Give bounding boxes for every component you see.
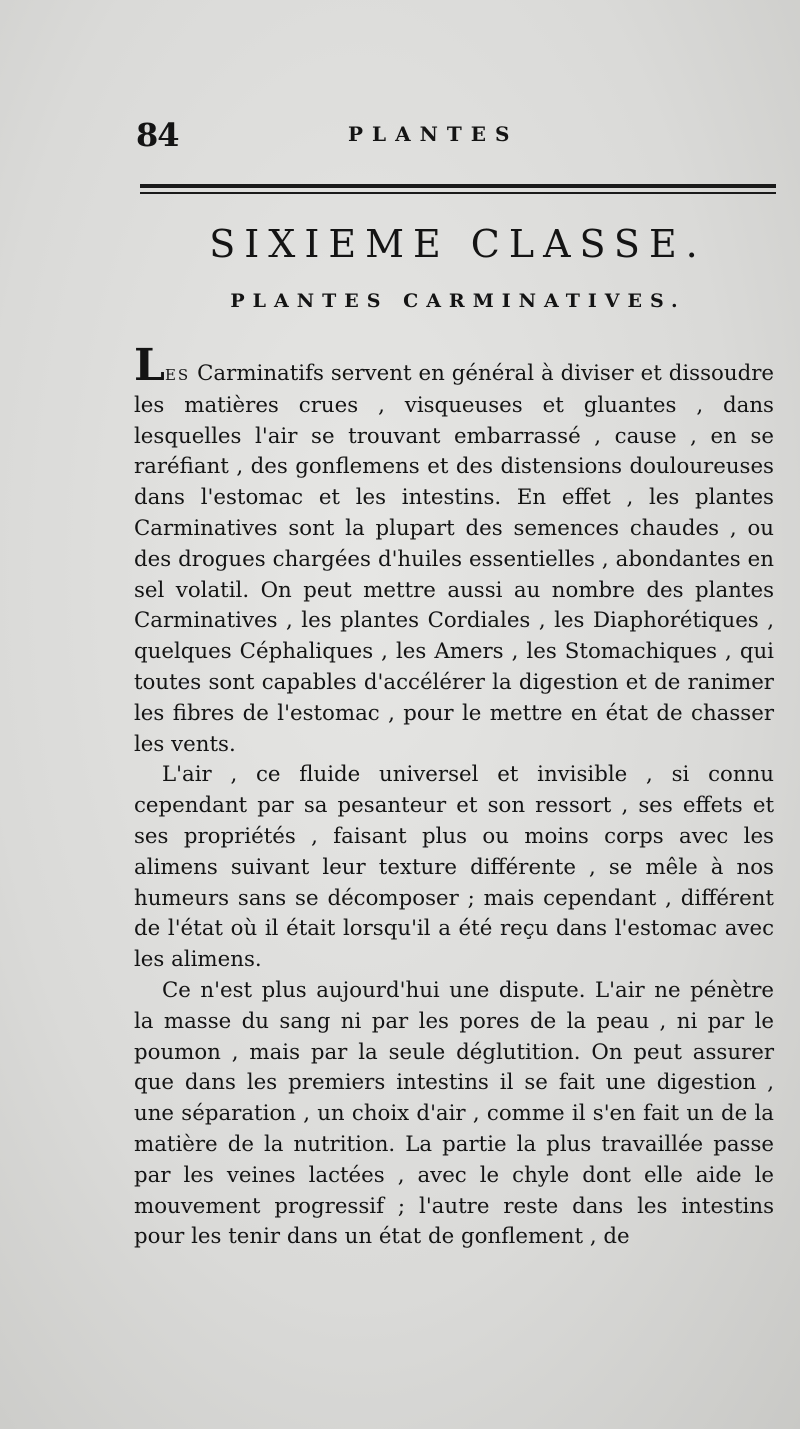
paragraph-1-text: Carminatifs servent en général à diviser et dissoudre les matières crues , visqueuses et gluantes , dans lesquelles l'air se trouvant embarrassé , cause , en se raréfiant , des gonflemens et des distensions douloureuses dans l'estomac et les intestins. En effet , les plantes Carminatives sont la plupart des semences chaudes , ou des drogues chargées d'huiles essentielles , abondantes en sel volatil. On peut mettre aussi au nombre des plantes Carminatives , les plantes Cordiales , les Diaphorétiques , quelques Céphaliques , les Amers , les Stomachiques , qui toutes sont capables d'accélérer la digestion et de ranimer les fibres de l'estomac , pour le mettre en état de chasser les vents.: [134, 361, 774, 757]
running-title: PLANTES: [348, 122, 519, 146]
paragraph-1: [134, 340, 774, 760]
drop-cap: L: [134, 340, 165, 391]
body-text: [134, 340, 774, 1253]
paragraph-3: Ce n'est plus aujourd'hui une dispute. L'air ne pénètre la masse du sang ni par les pores de la peau , ni par le poumon , mais par la seule déglutition. On peut assurer que dans les premiers intestins il se fait une digestion , une séparation , un choix d'air , comme il s'en fait un de la matière de la nutrition. La partie la plus travaillée passe par les veines lactées , avec le chyle dont elle aide le mouvement progressif ; l'autre reste dans les intestins pour les tenir dans un état de gonflement , de: [134, 977, 774, 1250]
small-caps-lead: ES: [164, 366, 191, 384]
header-rule-thick: [140, 184, 776, 188]
section-subtitle: PLANTES CARMINATIVES.: [230, 290, 686, 312]
header-rule-thin: [140, 192, 776, 194]
paragraph-2: L'air , ce fluide universel et invisible , si connu cependant par sa pesanteur et son ressort , ses effets et ses propriétés , faisant plus ou moins corps avec les alimens suivant leur texture différente , se mêle à nos humeurs sans se décomposer ; mais cependant , différent de l'état où il était lorsqu'il a été reçu dans l'estomac avec les alimens.: [134, 762, 774, 973]
running-head: [136, 116, 776, 156]
section-title: SIXIEME CLASSE.: [209, 222, 707, 266]
page-number: 84: [136, 116, 179, 154]
